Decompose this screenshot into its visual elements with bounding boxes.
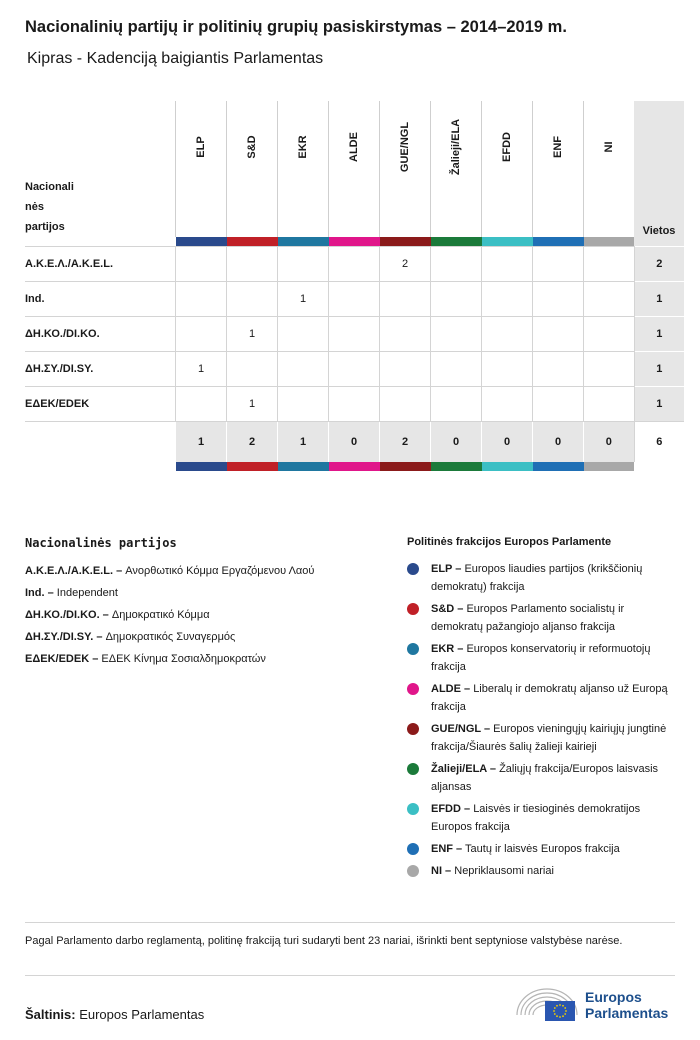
seat-cell [176,247,227,282]
eu-star [562,1005,564,1007]
national-parties-legend-title: Nacionalinės partijos [25,536,177,550]
group-color-swatch [482,237,533,247]
seat-cell [329,387,380,422]
seat-cell: 1 [227,387,278,422]
group-color-dot [407,603,419,615]
seat-cell [278,317,329,352]
group-total: 0 [482,422,533,463]
seat-cell [533,282,584,317]
seat-cell [278,352,329,387]
group-color-dot [407,865,419,877]
seat-cell [278,387,329,422]
seat-cell [431,317,482,352]
list-item: ΔΗ.ΣΥ./DI.SY. – Δημοκρατικός Συναγερμός [25,631,236,643]
group-header-gue-ngl: GUE/NGL [380,101,431,237]
eu-star [556,1015,558,1017]
group-color-swatch [278,237,329,247]
group-total: 0 [329,422,380,463]
seat-cell: 1 [176,352,227,387]
seat-cell [584,282,635,317]
table-row [25,282,684,317]
group-color-dot [407,763,419,775]
source-line: Šaltinis: Europos Parlamentas [25,1007,205,1022]
national-parties-legend [25,536,375,670]
grand-total: 6 [634,422,684,463]
seat-cell [176,282,227,317]
list-item: ΔΗ.ΚΟ./DI.KO. – Δημοκρατικό Κόμμα [25,609,210,621]
eu-star [559,1016,561,1018]
group-header-elp: ELP [176,101,227,237]
row-total: 2 [634,247,684,282]
seat-cell [176,317,227,352]
list-item: GUE/NGL – Europos vieningųjų kairiųjų jungtinė frakcija/Šiaurės šalių žalieji kairieji [407,720,677,756]
group-header-ekr: EKR [278,101,329,237]
seat-cell [482,247,533,282]
group-color-swatch [227,237,278,247]
seat-cell [227,282,278,317]
eu-flag-icon [545,1001,575,1021]
group-header-ni: NI [584,101,635,237]
eu-star [553,1010,555,1012]
list-item: Α.Κ.Ε.Λ./A.K.E.L. – Ανορθωτικό Κόμμα Εργαζόμενου Λαού [25,565,315,577]
group-color-swatch [329,237,380,247]
row-total: 1 [634,387,684,422]
political-groups-legend [407,536,677,884]
seat-cell [329,352,380,387]
seat-cell: 1 [227,317,278,352]
party-name: Α.Κ.Ε.Λ./A.K.E.L. [25,247,176,282]
seat-cell: 2 [380,247,431,282]
list-item: ENF – Tautų ir laisvės Europos frakcija [407,840,677,858]
logo-wordmark: Europos Parlamentas [585,989,669,1021]
group-header-efdd: EFDD [482,101,533,237]
seat-cell [431,352,482,387]
seat-cell [431,282,482,317]
table-row [25,247,684,282]
group-color-swatch [431,462,482,471]
row-total: 1 [634,282,684,317]
total-column-header: Vietos [634,101,684,237]
seat-cell [584,387,635,422]
list-item: EKR – Europos konservatorių ir reformuotojų frakcija [407,640,677,676]
seat-cell [482,352,533,387]
divider [25,975,675,976]
seat-cell [584,352,635,387]
party-name: ΕΔΕΚ/EDEK [25,387,176,422]
seat-cell [329,282,380,317]
seat-cell [176,387,227,422]
group-color-swatch [329,462,380,471]
party-column-header: Nacionali nės partijos [25,181,74,233]
eu-star [556,1005,558,1007]
seat-cell [431,247,482,282]
group-header-greens-efa: Žalieji/ELA [431,101,482,237]
party-name: ΔΗ.ΚΟ./DI.KO. [25,317,176,352]
group-total: 0 [431,422,482,463]
table-header-row [25,101,684,237]
eu-star [554,1013,556,1015]
group-totals-row [25,422,684,463]
eu-star [565,1010,567,1012]
group-color-swatch [482,462,533,471]
group-color-swatch [380,462,431,471]
parliament-hemicycle-icon [515,985,579,1021]
table-row [25,317,684,352]
group-color-swatch [176,237,227,247]
group-header-sd: S&D [227,101,278,237]
seat-cell [380,352,431,387]
group-color-bar-bottom [25,462,684,471]
seat-cell [380,387,431,422]
political-groups-legend-title: Politinės frakcijos Europos Parlamente [407,536,612,548]
group-color-bar-top [25,237,684,247]
seat-cell [482,387,533,422]
list-item: ELP – Europos liaudies partijos (krikščionių demokratų) frakcija [407,560,677,596]
list-item: Ind. – Independent [25,587,118,599]
group-color-swatch [431,237,482,247]
seat-cell: 1 [278,282,329,317]
group-total: 2 [380,422,431,463]
page-subtitle: Kipras - Kadenciją baigiantis Parlamentas [27,50,324,67]
seat-cell [533,317,584,352]
seat-cell [533,352,584,387]
group-color-swatch [278,462,329,471]
list-item: ΕΔΕΚ/EDEK – ΕΔΕΚ Κίνημα Σοσιαλδημοκρατών [25,653,266,665]
group-color-dot [407,843,419,855]
seat-cell [533,387,584,422]
seat-cell [329,247,380,282]
european-parliament-logo [515,985,680,1023]
table-row [25,387,684,422]
seat-cell [533,247,584,282]
group-total: 1 [176,422,227,463]
footnote: Pagal Parlamento darbo reglamentą, politinę frakciją turi sudaryti bent 23 nariai, išrinkti bent septyniose valstybėse narėse. [25,935,623,947]
eu-star [562,1015,564,1017]
list-item: NI – Nepriklausomi nariai [407,862,677,880]
eu-star [554,1007,556,1009]
eu-star [564,1013,566,1015]
seat-cell [278,247,329,282]
eu-star [564,1007,566,1009]
divider [25,922,675,923]
group-header-enf: ENF [533,101,584,237]
group-color-swatch [176,462,227,471]
list-item: Žalieji/ELA – Žaliųjų frakcija/Europos laisvasis aljansas [407,760,677,796]
group-total: 2 [227,422,278,463]
group-color-swatch [380,237,431,247]
group-color-dot [407,803,419,815]
group-total: 1 [278,422,329,463]
seat-cell [584,247,635,282]
group-color-swatch [533,462,584,471]
row-total: 1 [634,317,684,352]
seat-cell [431,387,482,422]
party-name: Ind. [25,282,176,317]
seat-cell [227,247,278,282]
group-header-alde: ALDE [329,101,380,237]
group-color-swatch [227,462,278,471]
seat-cell [380,317,431,352]
seat-cell [482,317,533,352]
list-item: ALDE – Liberalų ir demokratų aljanso už Europą frakcija [407,680,677,716]
seat-distribution-table [25,101,684,471]
table-row [25,352,684,387]
eu-star [559,1004,561,1006]
row-total: 1 [634,352,684,387]
group-total: 0 [533,422,584,463]
party-name: ΔΗ.ΣΥ./DI.SY. [25,352,176,387]
seat-cell [482,282,533,317]
group-color-dot [407,563,419,575]
seat-cell [329,317,380,352]
group-color-dot [407,683,419,695]
group-color-dot [407,643,419,655]
group-color-swatch [584,462,635,471]
group-color-swatch [584,237,635,247]
seat-cell [584,317,635,352]
list-item: EFDD – Laisvės ir tiesioginės demokratijos Europos frakcija [407,800,677,836]
list-item: S&D – Europos Parlamento socialistų ir demokratų pažangiojo aljanso frakcija [407,600,677,636]
page-title: Nacionalinių partijų ir politinių grupių pasiskirstymas – 2014–2019 m. [25,18,567,36]
seat-cell [380,282,431,317]
group-color-swatch [533,237,584,247]
group-color-dot [407,723,419,735]
seat-cell [227,352,278,387]
group-total: 0 [584,422,635,463]
